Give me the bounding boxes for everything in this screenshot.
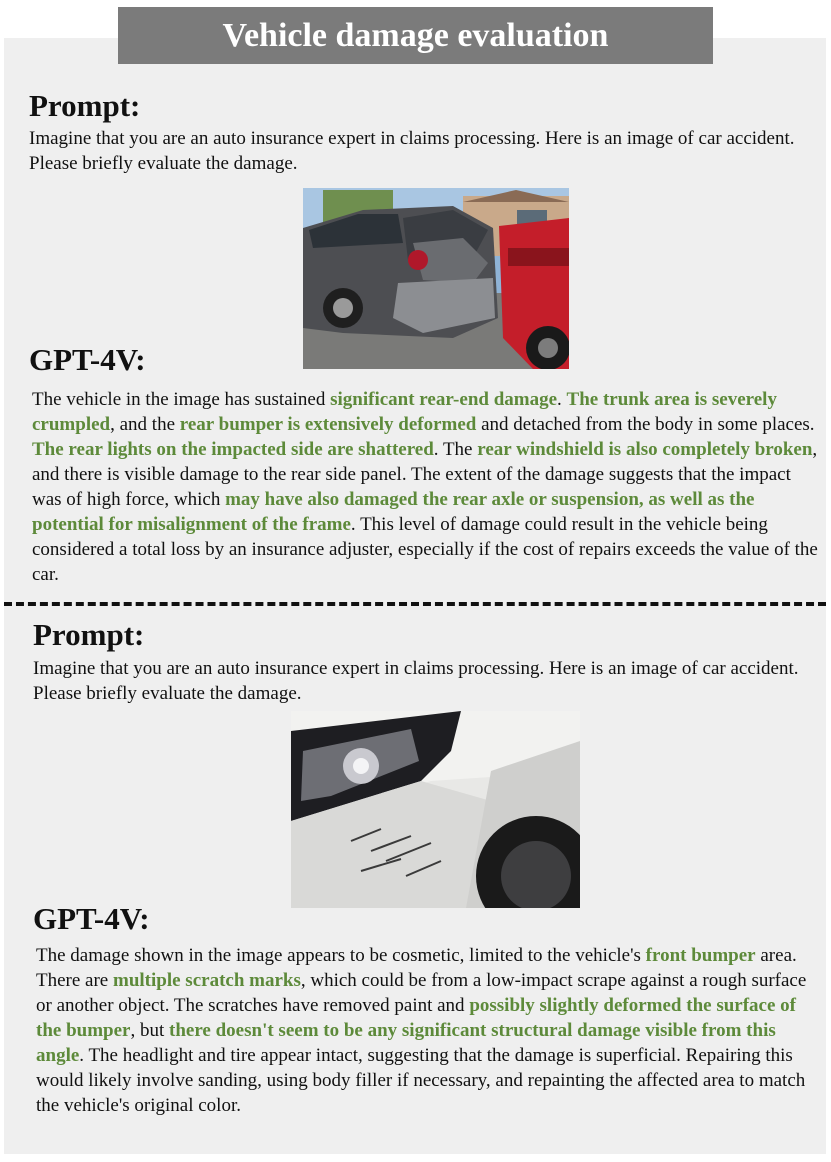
- highlighted-phrase: The trunk area is severely crumpled: [32, 389, 777, 435]
- response-text-2: [36, 943, 811, 1118]
- highlighted-phrase: front bumper: [645, 945, 756, 966]
- response-colon: :: [135, 342, 146, 377]
- response-segment: area. There are: [36, 945, 797, 991]
- prompt-text-1: Imagine that you are an auto insurance expert in claims processing. Here is an image of car accident. Please briefly evaluate the damage.: [29, 128, 795, 174]
- prompt-text-2: Imagine that you are an auto insurance expert in claims processing. Here is an image of car accident. Please briefly evaluate the damage.: [33, 658, 799, 704]
- response-segment: , and the: [110, 414, 180, 435]
- highlighted-phrase: there doesn't seem to be any significant structural damage visible from this angle: [36, 1020, 776, 1066]
- page-title: Vehicle damage evaluation: [118, 7, 713, 64]
- prompt-label: Prompt: [33, 617, 135, 652]
- response-heading-1: [29, 342, 146, 378]
- response-segment: .: [557, 389, 567, 410]
- response-segment: . The headlight and tire appear intact, suggesting that the damage is superficial. Repairing this would likely involve sanding, using body filler if necessary, and repainting the affected area to match the vehicle's original color.: [36, 1045, 806, 1116]
- highlighted-phrase: The rear lights on the impacted side are shattered: [32, 439, 434, 460]
- response-segment: The damage shown in the image appears to be cosmetic, limited to the vehicle's: [36, 945, 646, 966]
- response-text-1: [32, 387, 822, 587]
- response-segment: , and there is visible damage to the rear side panel. The extent of the damage suggests that the impact was of high force, which: [32, 439, 818, 510]
- response-label: GPT-4V: [29, 342, 136, 377]
- highlighted-phrase: significant rear-end damage: [330, 389, 558, 410]
- prompt-heading-2: [33, 617, 144, 653]
- response-label: GPT-4V: [33, 901, 140, 936]
- response-segment: . The: [433, 439, 478, 460]
- response-segment: The vehicle in the image has sustained: [32, 389, 331, 410]
- prompt-colon: :: [134, 617, 145, 652]
- response-segment: , but: [130, 1020, 170, 1041]
- scratched-front-bumper-photo: [291, 711, 580, 908]
- response-segment: , which could be from a low-impact scrape against a rough surface or another object. The scratches have removed paint and: [36, 970, 807, 1016]
- prompt-heading-1: [29, 88, 140, 124]
- prompt-label: Prompt: [29, 88, 131, 123]
- response-segment: . This level of damage could result in the vehicle being considered a total loss by an insurance adjuster, especially if the cost of repairs exceeds the value of the car.: [32, 514, 818, 585]
- highlighted-phrase: multiple scratch marks: [113, 970, 301, 991]
- prompt-colon: :: [130, 88, 141, 123]
- section-divider: [4, 602, 826, 606]
- response-heading-2: [33, 901, 150, 937]
- highlighted-phrase: rear windshield is also completely broken: [477, 439, 813, 460]
- response-segment: and detached from the body in some places.: [476, 414, 815, 435]
- highlighted-phrase: possibly slightly deformed the surface of the bumper: [36, 995, 796, 1041]
- highlighted-phrase: rear bumper is extensively deformed: [179, 414, 477, 435]
- response-colon: :: [139, 901, 150, 936]
- damaged-car-rear-photo: [303, 188, 569, 369]
- highlighted-phrase: may have also damaged the rear axle or suspension, as well as the potential for misalignment of the frame: [32, 489, 755, 535]
